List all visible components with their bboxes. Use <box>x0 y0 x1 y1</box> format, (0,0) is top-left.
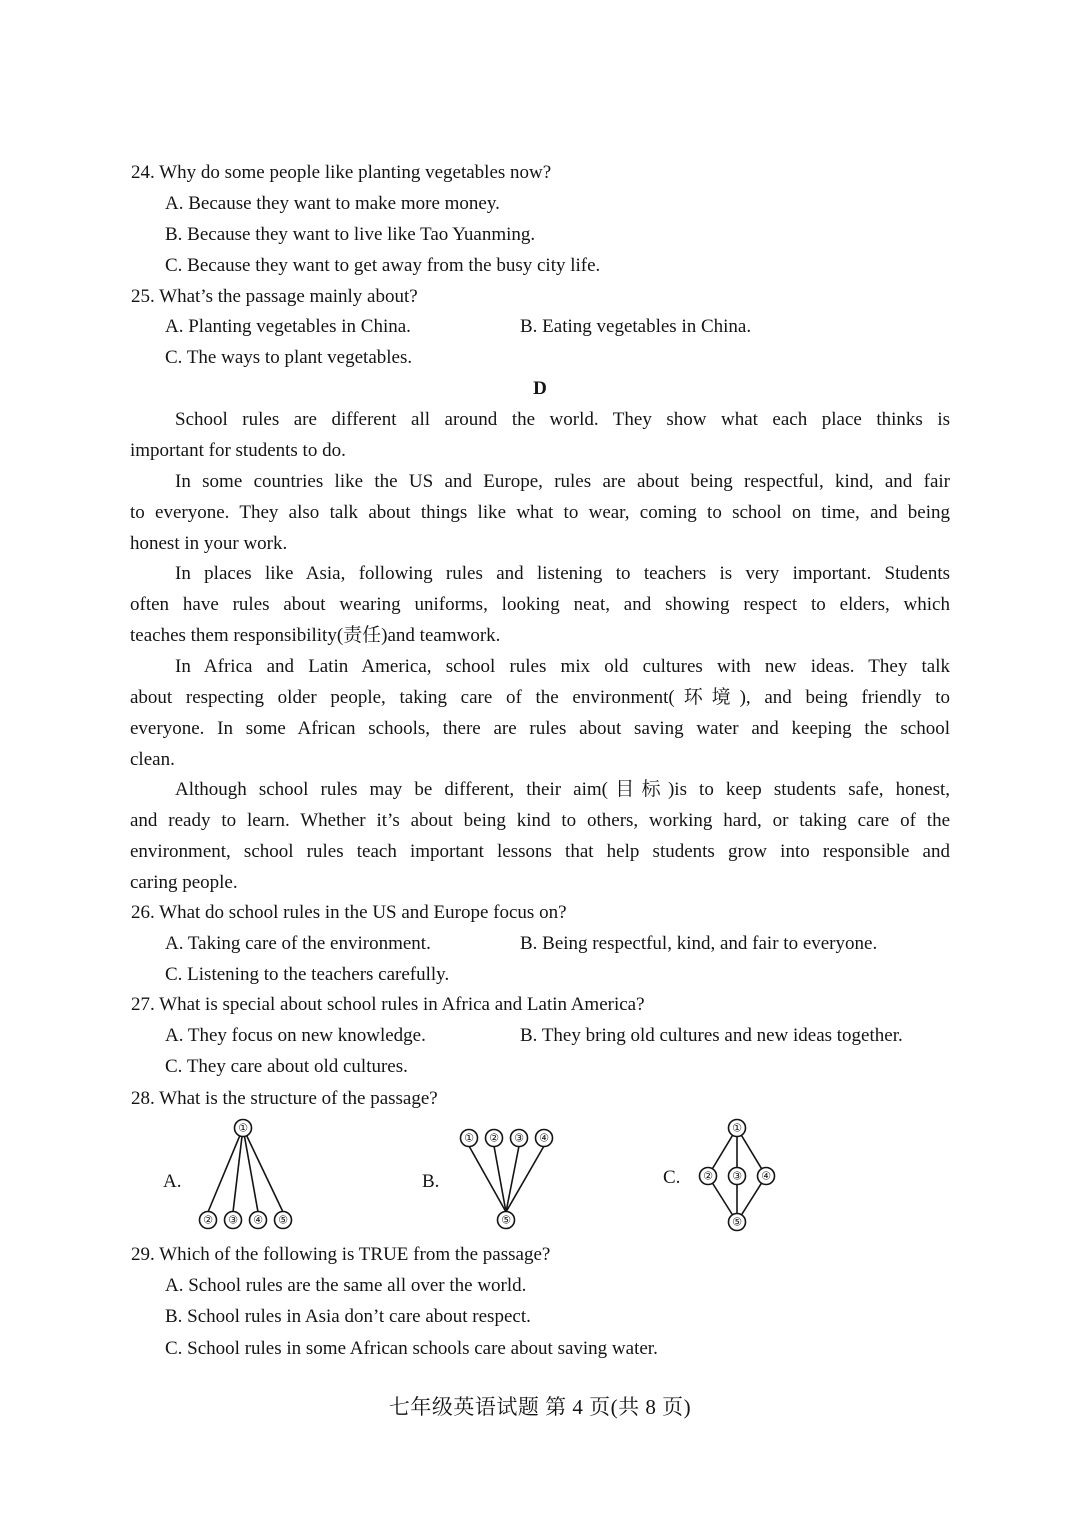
passage-line: environment, school rules teach important lessons that help students grow into responsible and <box>130 841 950 862</box>
question-29-option-b[interactable]: B. School rules in Asia don’t care about respect. <box>165 1306 531 1327</box>
question-29-option-a[interactable]: A. School rules are the same all over the world. <box>165 1275 527 1296</box>
svg-text:⑤: ⑤ <box>278 1213 288 1227</box>
diagram-node <box>250 1212 267 1229</box>
question-27-stem: 27. What is special about school rules in Africa and Latin America? <box>131 994 645 1015</box>
passage-line: In places like Asia, following rules and listening to teachers is very important. Students <box>175 563 950 584</box>
question-28-stem: 28. What is the structure of the passage? <box>131 1088 438 1109</box>
question-24-option-c[interactable]: C. Because they want to get away from the busy city life. <box>165 255 601 276</box>
question-26-option-a[interactable]: A. Taking care of the environment. <box>165 933 431 954</box>
section-title: D <box>533 378 547 399</box>
passage-line: honest in your work. <box>130 533 288 554</box>
passage-line: In some countries like the US and Europe, rules are about being respectful, kind, and fair <box>175 471 950 492</box>
question-24-option-a[interactable]: A. Because they want to make more money. <box>165 193 500 214</box>
question-25-option-c[interactable]: C. The ways to plant vegetables. <box>165 347 413 368</box>
svg-text:②: ② <box>203 1213 213 1227</box>
question-26-option-b[interactable]: B. Being respectful, kind, and fair to everyone. <box>520 933 878 954</box>
question-29-option-c[interactable]: C. School rules in some African schools care about saving water. <box>165 1338 658 1359</box>
question-29-stem: 29. Which of the following is TRUE from the passage? <box>131 1244 551 1265</box>
question-25-option-a[interactable]: A. Planting vegetables in China. <box>165 316 411 337</box>
svg-text:③: ③ <box>514 1131 524 1145</box>
passage-line: School rules are different all around the world. They show what each place thinks is <box>175 409 950 430</box>
question-24-stem: 24. Why do some people like planting vegetables now? <box>131 162 552 183</box>
svg-text:①: ① <box>238 1121 248 1135</box>
svg-text:③: ③ <box>732 1169 742 1183</box>
passage-line: often have rules about wearing uniforms, looking neat, and showing respect to elders, which <box>130 594 950 615</box>
passage-line: and ready to learn. Whether it’s about being kind to others, working hard, or taking care of the <box>130 810 950 831</box>
passage-line: clean. <box>130 749 175 770</box>
diagram-node <box>729 1214 746 1231</box>
diagram-node <box>511 1130 528 1147</box>
diagram-node <box>235 1120 252 1137</box>
question-25-option-b[interactable]: B. Eating vegetables in China. <box>520 316 752 337</box>
svg-text:④: ④ <box>253 1213 263 1227</box>
passage-line: teaches them responsibility(责任)and teamwork. <box>130 625 501 646</box>
question-26-option-c[interactable]: C. Listening to the teachers carefully. <box>165 964 450 985</box>
svg-text:①: ① <box>732 1121 742 1135</box>
svg-text:①: ① <box>464 1131 474 1145</box>
diagram-node <box>498 1212 515 1229</box>
svg-text:③: ③ <box>228 1213 238 1227</box>
question-28-option-b-label[interactable]: B. <box>422 1171 440 1192</box>
diagram-node <box>486 1130 503 1147</box>
question-27-option-c[interactable]: C. They care about old cultures. <box>165 1056 408 1077</box>
diagram-node <box>225 1212 242 1229</box>
svg-text:④: ④ <box>539 1131 549 1145</box>
svg-text:②: ② <box>703 1169 713 1183</box>
question-25-stem: 25. What’s the passage mainly about? <box>131 286 418 307</box>
svg-text:⑤: ⑤ <box>732 1215 742 1229</box>
svg-text:⑤: ⑤ <box>501 1213 511 1227</box>
passage-line: about respecting older people, taking care of the environment(环境), and being friendly to <box>130 687 950 708</box>
passage-line: In Africa and Latin America, school rules mix old cultures with new ideas. They talk <box>175 656 950 677</box>
structure-diagram-c[interactable] <box>690 1112 790 1237</box>
diagram-node <box>729 1168 746 1185</box>
svg-text:②: ② <box>489 1131 499 1145</box>
page-footer: 七年级英语试题 第 4 页(共 8 页) <box>388 1395 692 1419</box>
passage-line: to everyone. They also talk about things like what to wear, coming to school on time, and being <box>130 502 950 523</box>
question-26-stem: 26. What do school rules in the US and Europe focus on? <box>131 902 567 923</box>
svg-text:④: ④ <box>761 1169 771 1183</box>
structure-diagram-b[interactable] <box>455 1122 565 1232</box>
question-28-option-a-label[interactable]: A. <box>163 1171 182 1192</box>
diagram-node <box>275 1212 292 1229</box>
question-27-option-a[interactable]: A. They focus on new knowledge. <box>165 1025 426 1046</box>
diagram-node <box>729 1120 746 1137</box>
question-28-option-c-label[interactable]: C. <box>663 1167 681 1188</box>
structure-diagram-a[interactable] <box>190 1112 310 1232</box>
diagram-node <box>536 1130 553 1147</box>
passage-line: important for students to do. <box>130 440 346 461</box>
diagram-node <box>200 1212 217 1229</box>
question-24-option-b[interactable]: B. Because they want to live like Tao Yuanming. <box>165 224 536 245</box>
diagram-node <box>700 1168 717 1185</box>
diagram-node <box>461 1130 478 1147</box>
passage-line: everyone. In some African schools, there are rules about saving water and keeping the school <box>130 718 950 739</box>
passage-line: caring people. <box>130 872 238 893</box>
question-27-option-b[interactable]: B. They bring old cultures and new ideas together. <box>520 1025 903 1046</box>
passage-line: Although school rules may be different, their aim(目标)is to keep students safe, honest, <box>175 779 950 800</box>
diagram-node <box>758 1168 775 1185</box>
